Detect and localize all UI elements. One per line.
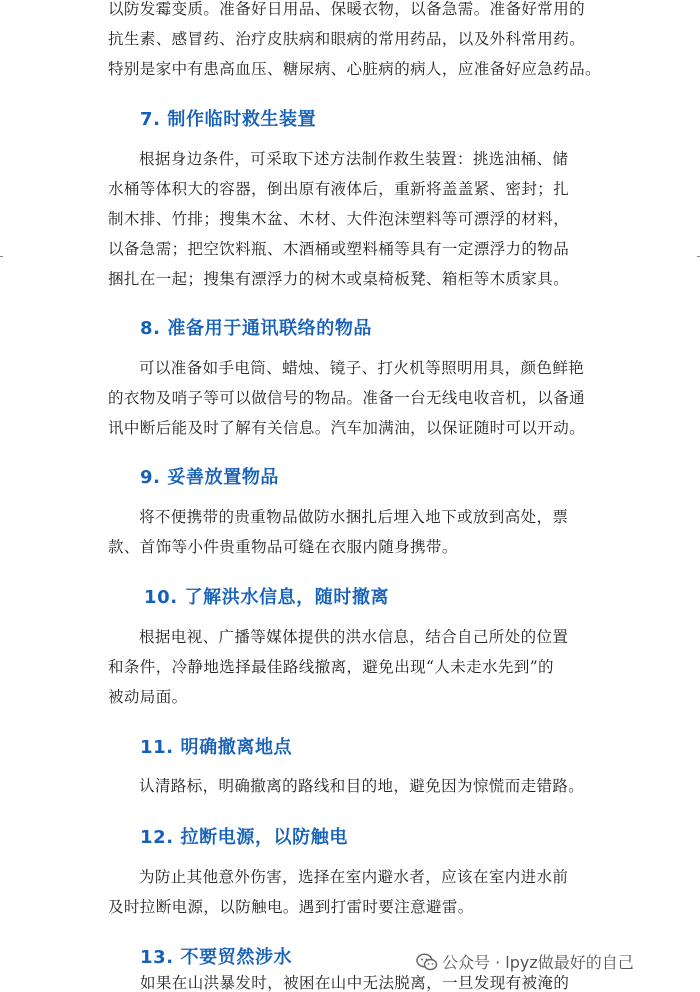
paragraph-line: 讯中断后能及时了解有关信息。汽车加满油，以保证随时可以开动。 [108,419,586,437]
paragraph-line: 抗生素、感冒药、治疗皮肤病和眼病的常用药品，以及外科常用药。 [108,30,586,48]
section-heading: 7. 制作临时救生装置 [140,109,317,130]
section-paragraph [108,502,604,562]
section-paragraph [108,771,604,801]
paragraph-line: 被动局面。 [108,688,188,706]
paragraph-line: 的衣物及哨子等可以做信号的物品。准备一台无线电收音机，以备通 [108,389,586,407]
paragraph-line: 制木排、竹排；搜集木盆、木材、大件泡沫塑料等可漂浮的材料， [108,210,570,228]
section-heading: 13. 不要贸然涉水 [140,947,293,968]
section-paragraph [108,622,604,712]
paragraph-line: 款、首饰等小件贵重物品可缝在衣服内随身携带。 [108,538,458,556]
wechat-icon [416,953,438,971]
paragraph-line: 及时拉断电源，以防触电。遇到打雷时要注意避雷。 [108,898,474,916]
section-heading: 11. 明确撤离地点 [140,737,293,758]
paragraph-line: 为防止其他意外伤害，选择在室内避水者，应该在室内进水前 [139,868,569,886]
watermark [416,950,634,973]
section-heading: 8. 准备用于通讯联络的物品 [140,318,373,339]
paragraph-line: 和条件，冷静地选择最佳路线撤离，避免出现“人未走水先到”的 [108,658,554,676]
section-heading: 10. 了解洪水信息，随时撤离 [144,587,390,608]
paragraph-line: 捆扎在一起；搜集有漂浮力的树木或桌椅板凳、箱柜等木质家具。 [108,270,570,288]
section-paragraph [108,862,604,922]
watermark-text: 公众号 · lpyz做最好的自己 [442,953,634,972]
section-heading: 12. 拉断电源，以防触电 [140,827,348,848]
section-paragraph [108,144,604,294]
paragraph-line: 将不便携带的贵重物品做防水捆扎后埋入地下或放到高处，票 [139,508,569,526]
paragraph-line: 根据电视、广播等媒体提供的洪水信息，结合自己所处的位置 [139,628,569,646]
paragraph-line: 水桶等体积大的容器，倒出原有液体后，重新将盖盖紧、密封；扎 [108,180,570,198]
paragraph-line: 可以准备如手电筒、蜡烛、镜子、打火机等照明用具，颜色鲜艳 [139,359,585,377]
paragraph-line: 特别是家中有患高血压、糖尿病、心脏病的病人，应准备好应急药品。 [108,60,601,78]
page-edge-mark-left [0,256,3,257]
section-heading: 9. 妥善放置物品 [140,467,280,488]
intro-paragraph [108,0,604,84]
paragraph-line: 根据身边条件，可采取下述方法制作救生装置：挑选油桶、储 [139,150,569,168]
section-paragraph [108,353,604,443]
paragraph-line: 认清路标，明确撤离的路线和目的地，避免因为惊慌而走错路。 [139,777,585,795]
cut-off-paragraph-line [140,974,608,992]
paragraph-line: 以备急需；把空饮料瓶、木酒桶或塑料桶等具有一定漂浮力的物品 [108,240,570,258]
paragraph-line: 以防发霉变质。准备好日用品、保暖衣物，以备急需。准备好常用的 [108,0,586,18]
paragraph-line: 如果在山洪暴发时，被困在山中无法脱离，一旦发现有被淹的 [140,974,570,992]
